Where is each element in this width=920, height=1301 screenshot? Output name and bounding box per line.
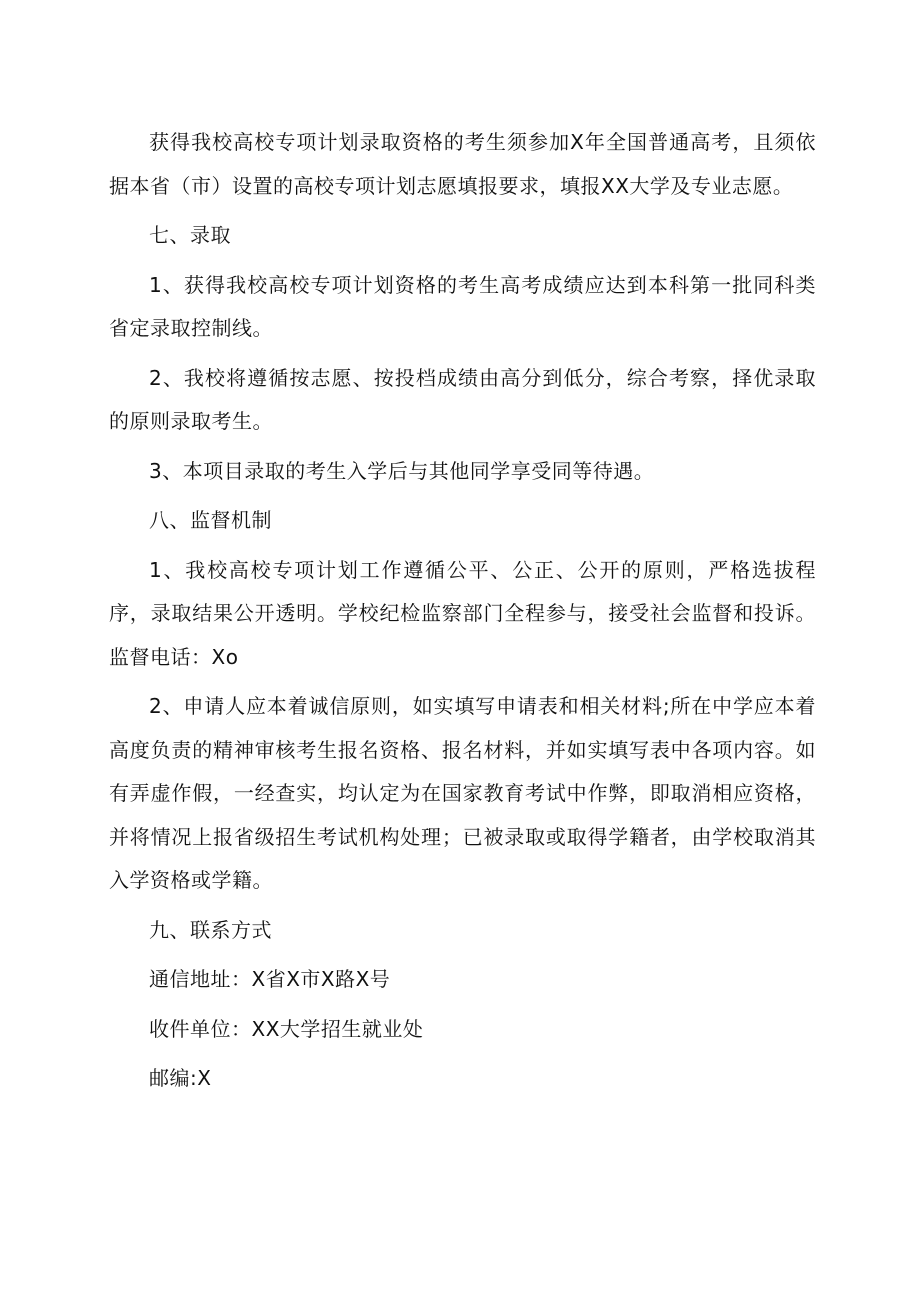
contact-recipient: 收件单位：XX大学招生就业处: [149, 1016, 424, 1041]
paragraph-supervision-2: 2、申请人应本着诚信原则，如实填写申请表和相关材料;所在中学应本着高度负责的精神审核考生报名资格、报名材料，并如实填写表中各项内容。如有弄虚作假，一经查实，均认定为在国家教育考试中作弊，即取消相应资格，并将情况上报省级招生考试机构处理；已被录取或取得学籍者，由学校取消其入学资格或学籍。: [109, 694, 816, 892]
paragraph-supervision-1: 1、我校高校专项计划工作遵循公平、公正、公开的原则，严格选拔程序，录取结果公开透明。学校纪检监察部门全程参与，接受社会监督和投诉。监督电话：Xo: [109, 557, 816, 669]
contact-postcode: 邮编:X: [149, 1066, 212, 1090]
paragraph-admission-3: 3、本项目录取的考生入学后与其他同学享受同等待遇。: [149, 458, 655, 483]
paragraph-application-requirement: 获得我校高校专项计划录取资格的考生须参加X年全国普通高考，且须依据本省（市）设置的高校专项计划志愿填报要求，填报XX大学及专业志愿。: [109, 130, 816, 198]
paragraph-admission-1: 1、获得我校高校专项计划资格的考生高考成绩应达到本科第一批同科类省定录取控制线。: [109, 272, 816, 340]
contact-address: 通信地址：X省X市X路X号: [149, 967, 391, 991]
section-heading-contact: 九、联系方式: [149, 917, 272, 942]
document-body: [109, 121, 816, 1101]
section-heading-admission: 七、录取: [149, 223, 231, 247]
section-heading-supervision: 八、监督机制: [149, 508, 272, 532]
paragraph-admission-2: 2、我校将遵循按志愿、按投档成绩由高分到低分，综合考察，择优录取的原则录取考生。: [109, 365, 816, 433]
